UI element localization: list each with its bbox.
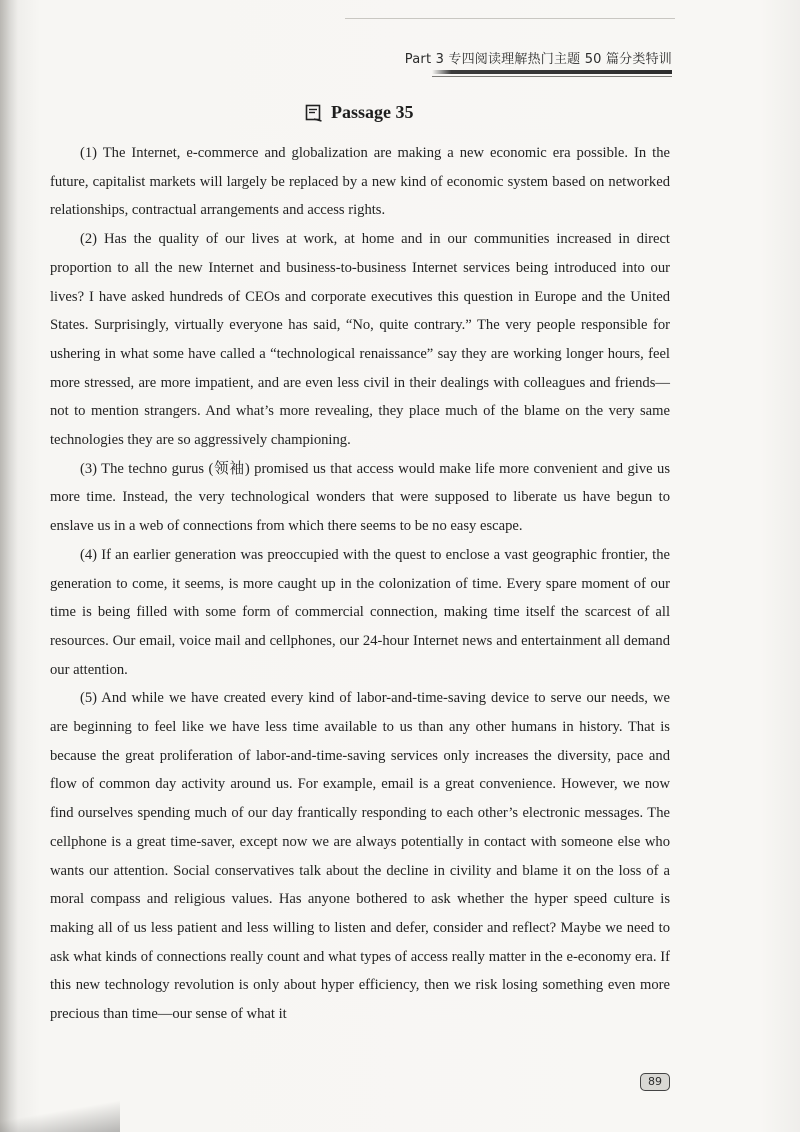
- header-rule: [432, 76, 672, 77]
- running-header: Part 3 专四阅读理解热门主题 50 篇分类特训: [404, 52, 672, 67]
- paragraph-2: (2) Has the quality of our lives at work, at home and in our communities increased in direct proportion to all the new Internet and business-to-business Internet services being introduced into our lives? I have asked hundreds of CEOs and corporate executives this question in Europe and the United States. Surprisingly, virtually everyone has said, “No, quite contrary.” The very people responsible for ushering in what some have called a “technological renaissance” say they are working longer hours, feel more stressed, are more impatient, and are even less civil in their dealings with colleagues and friends—not to mention strangers. And what’s more revealing, they place much of the blame on the very same technologies they are so aggressively championing.: [50, 231, 670, 449]
- top-rule: [345, 18, 675, 19]
- passage-title: [305, 102, 414, 123]
- paragraph-1: (1) The Internet, e-commerce and globalization are making a new economic era possible. In the future, capitalist markets will largely be replaced by a new kind of economic system based on networked relationships, contractual arrangements and access rights.: [50, 145, 670, 219]
- paragraph-5: (5) And while we have created every kind of labor-and-time-saving device to serve our needs, we are beginning to feel like we have less time available to us than any other humans in history. That is because the great proliferation of labor-and-time-saving services only increases the diversity, pace and flow of common day activity around us. For example, email is a great convenience. However, we now find ourselves spending much of our day frantically responding to each other’s electronic messages. The cellphone is a great time-saver, except now we are always potentially in contact with someone else who wants our attention. Social conservatives talk about the decline in civility and blame it on the loss of a moral compass and religious values. Has anyone bothered to ask whether the hyper speed culture is making all of us less patient and less willing to listen and defer, consider and reflect? Maybe we need to ask what kinds of connections really count and what types of access really matter in the e-economy era. If this new technology revolution is only about hyper efficiency, then we risk losing something even more precious than time—our sense of what it: [50, 690, 670, 1023]
- paragraph-4: (4) If an earlier generation was preoccupied with the quest to enclose a vast geographic frontier, the generation to come, it seems, is more caught up in the colonization of time. Every spare moment of our time is being filled with some form of commercial connection, making time itself the scarcest of all resources. Our email, voice mail and cellphones, our 24-hour Internet news and entertainment all demand our attention.: [50, 546, 670, 678]
- corner-shadow: [0, 1100, 120, 1132]
- paragraph-3: (3) The techno gurus (领袖) promised us that access would make life more convenient and give us more time. Instead, the very technological wonders that were supposed to liberate us have begun to enslave us in a web of connections from which there seems to be no easy escape.: [50, 460, 670, 535]
- passage-body: [50, 139, 670, 1029]
- passage-icon: [305, 104, 323, 122]
- binding-shadow: [0, 0, 18, 1132]
- header-bar: [432, 70, 672, 74]
- passage-title-text: Passage 35: [331, 102, 414, 122]
- page-number: 89: [640, 1073, 670, 1091]
